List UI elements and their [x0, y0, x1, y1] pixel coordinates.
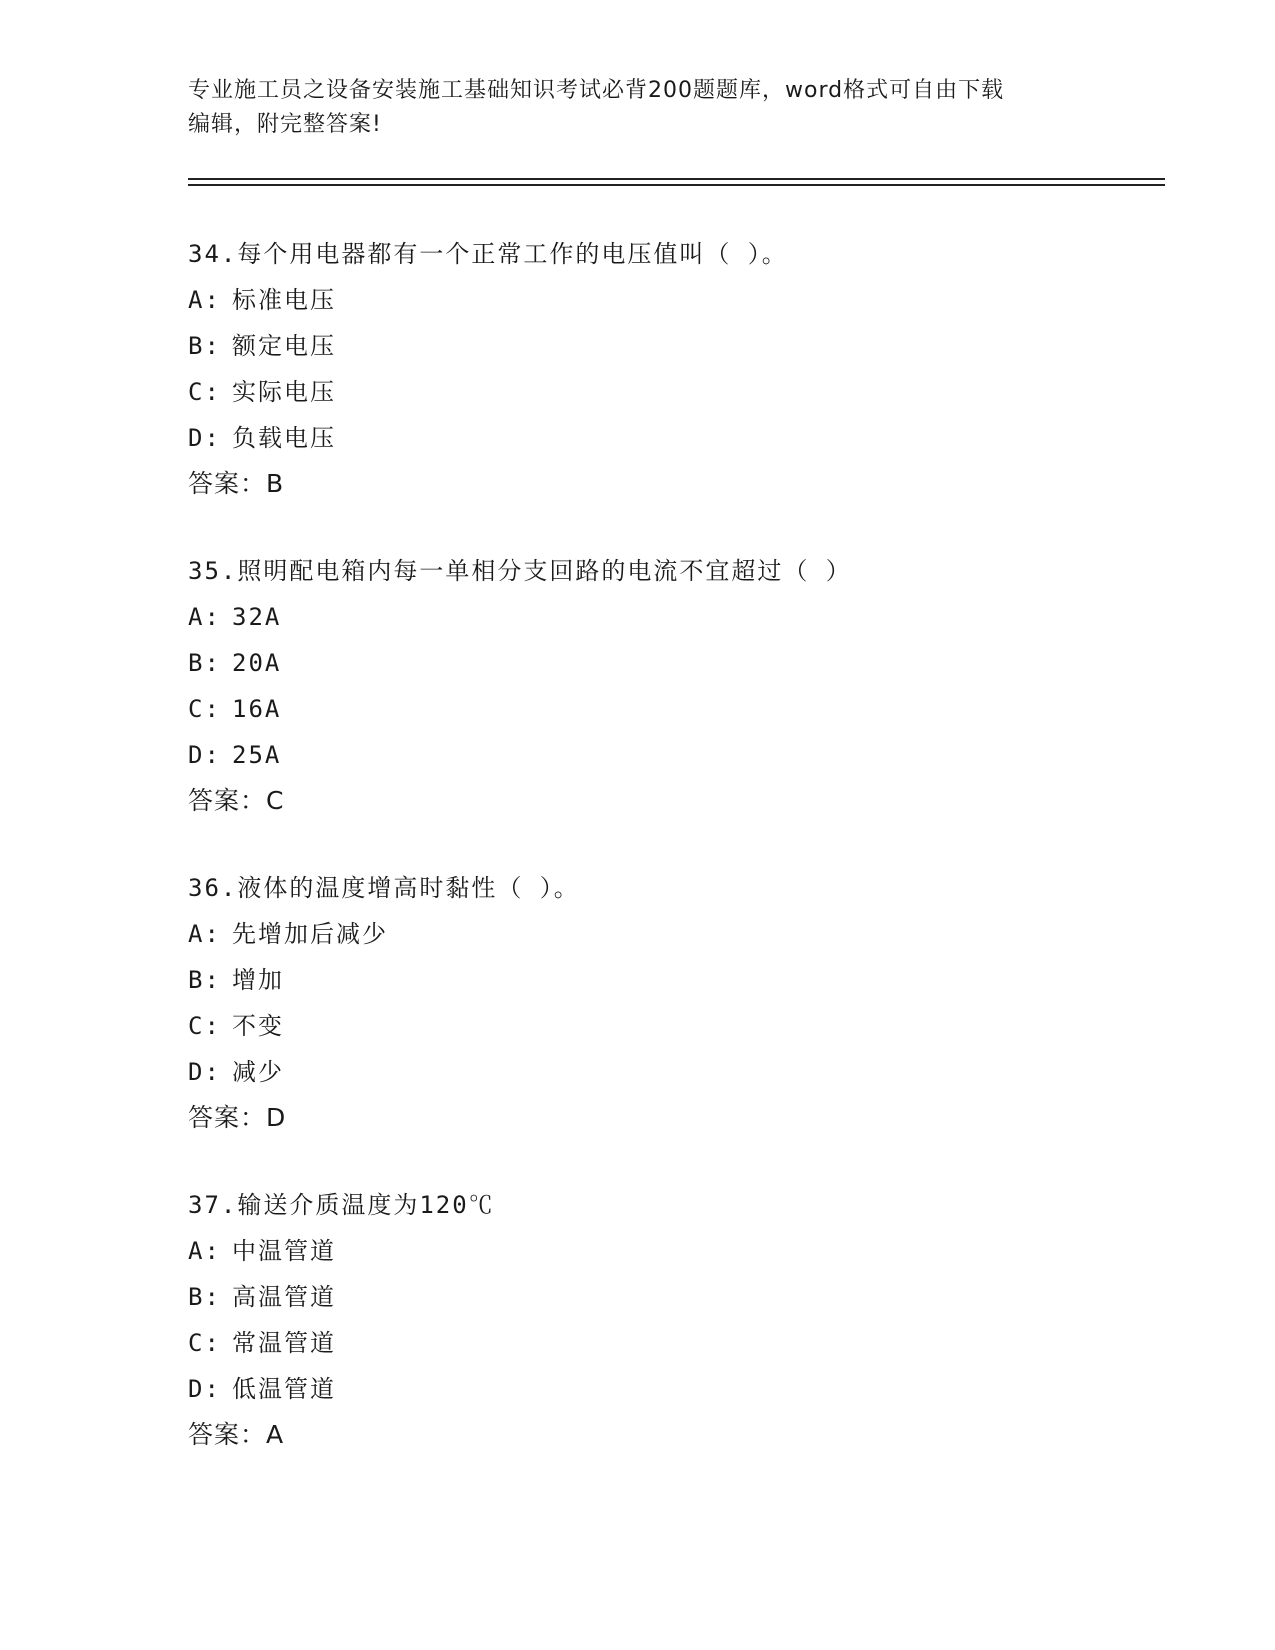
option-text: 32A [232, 603, 282, 631]
option-text: 高温管道 [232, 1283, 336, 1311]
option-key: C: [188, 1329, 221, 1357]
answer: 答案：B [188, 469, 285, 498]
option-key: D: [188, 741, 221, 769]
option-key: D: [188, 1375, 221, 1403]
option-a [188, 1228, 1168, 1274]
question-stem: 35.照明配电箱内每一单相分支回路的电流不宜超过（ ） [188, 557, 852, 585]
option-c [188, 686, 1168, 732]
header-title-line-2: 编辑，附完整答案! [188, 112, 382, 137]
answer: 答案：C [188, 786, 285, 815]
header-title-line-1: 专业施工员之设备安装施工基础知识考试必背200题题库，word格式可自由下载 [188, 78, 1005, 103]
option-key: C: [188, 1012, 221, 1040]
option-key: D: [188, 1058, 221, 1086]
option-a [188, 911, 1168, 957]
option-b [188, 1274, 1168, 1320]
option-key: B: [188, 332, 221, 360]
header-divider-bottom [188, 184, 1165, 186]
option-d [188, 1049, 1168, 1095]
question-35 [188, 548, 1168, 824]
option-key: A: [188, 920, 221, 948]
option-key: A: [188, 603, 221, 631]
answer: 答案：D [188, 1103, 287, 1132]
option-key: D: [188, 424, 221, 452]
option-c [188, 369, 1168, 415]
option-b [188, 640, 1168, 686]
option-c [188, 1003, 1168, 1049]
option-key: A: [188, 1237, 221, 1265]
option-key: B: [188, 649, 221, 677]
option-text: 中温管道 [232, 1237, 336, 1265]
question-stem: 36.液体的温度增高时黏性（ ）。 [188, 874, 580, 902]
option-a [188, 277, 1168, 323]
header-divider-top [188, 178, 1165, 180]
option-text: 常温管道 [232, 1329, 336, 1357]
option-text: 减少 [232, 1058, 284, 1086]
option-text: 20A [232, 649, 282, 677]
question-36 [188, 865, 1168, 1141]
option-c [188, 1320, 1168, 1366]
option-text: 增加 [232, 966, 284, 994]
option-key: B: [188, 966, 221, 994]
answer: 答案：A [188, 1420, 285, 1449]
question-34 [188, 231, 1168, 507]
question-stem: 37.输送介质温度为120℃ [188, 1191, 495, 1219]
option-text: 25A [232, 741, 282, 769]
option-text: 额定电压 [232, 332, 336, 360]
option-text: 低温管道 [232, 1375, 336, 1403]
option-b [188, 323, 1168, 369]
option-text: 16A [232, 695, 282, 723]
option-key: B: [188, 1283, 221, 1311]
option-key: C: [188, 378, 221, 406]
option-d [188, 732, 1168, 778]
option-text: 实际电压 [232, 378, 336, 406]
option-d [188, 415, 1168, 461]
document-header [188, 74, 1088, 142]
question-37 [188, 1182, 1168, 1458]
option-key: A: [188, 286, 221, 314]
option-text: 标准电压 [232, 286, 336, 314]
option-b [188, 957, 1168, 1003]
option-key: C: [188, 695, 221, 723]
option-a [188, 594, 1168, 640]
option-text: 不变 [232, 1012, 284, 1040]
question-stem: 34.每个用电器都有一个正常工作的电压值叫（ ）。 [188, 240, 788, 268]
option-text: 负载电压 [232, 424, 336, 452]
option-d [188, 1366, 1168, 1412]
option-text: 先增加后减少 [232, 920, 388, 948]
